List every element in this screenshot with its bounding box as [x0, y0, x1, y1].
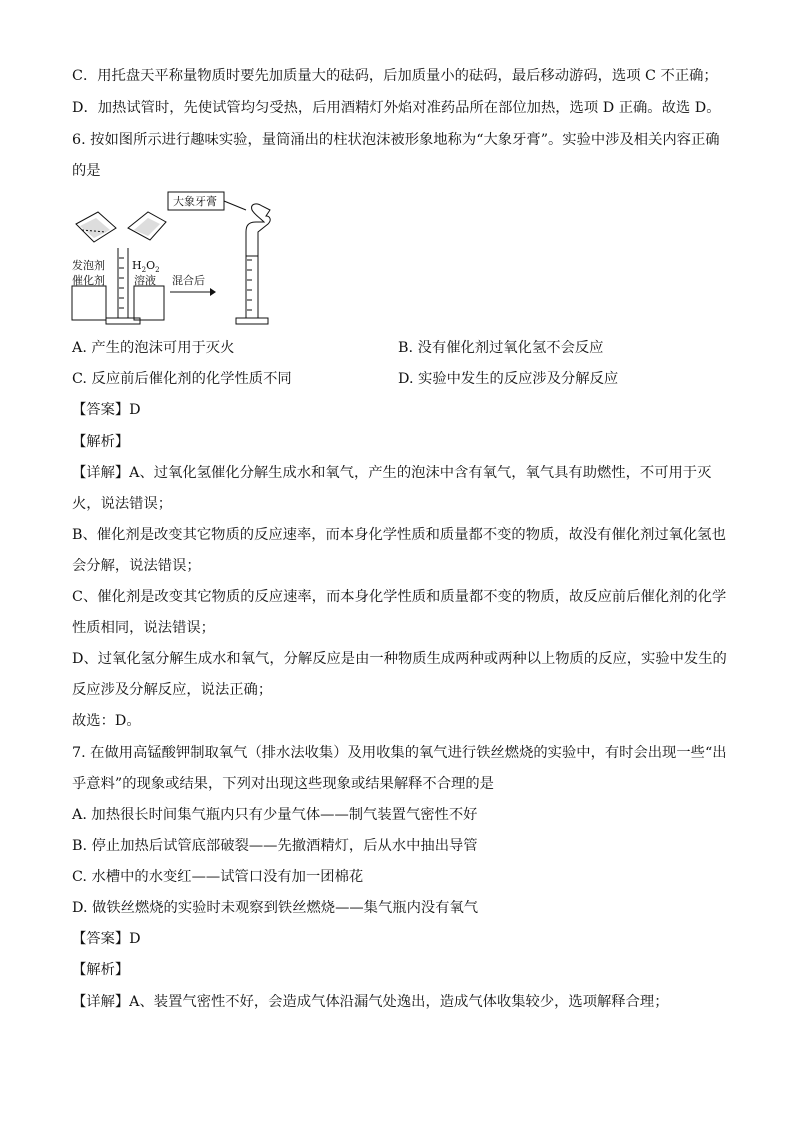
q6-detail-line: 火，说法错误； — [72, 496, 173, 512]
q6-detail-line: 【详解】A、过氧化氢催化分解生成水和氧气，产生的泡沫中含有氧气，氧气具有助燃性，不可用于灭 — [72, 465, 712, 481]
q6-analysis-title: 【解析】 — [72, 434, 130, 450]
label-solution: 溶液 — [134, 274, 156, 287]
q6-option-c: C. 反应前后催化剂的化学性质不同 — [72, 371, 292, 387]
label-toothpaste: 大象牙膏 — [173, 195, 217, 208]
text-line: D．加热试管时，先使试管均匀受热，后用酒精灯外焰对准药品所在部位加热，选项 D 正确。故选 D。 — [72, 100, 721, 116]
mix-arrow — [170, 288, 216, 296]
label-h2o2: $H_2O_2$ — [132, 259, 160, 274]
q7-option-c: C. 水槽中的水变红——试管口没有加一团棉花 — [72, 869, 364, 885]
q6-detail-line: D、过氧化氢分解生成水和氧气，分解反应是由一种物质生成两种或两种以上物质的反应，实验中发生的 — [72, 651, 727, 667]
text-line: C．用托盘天平称量物质时要先加质量大的砝码，后加质量小的砝码，最后移动游码，选项 C 不正确； — [72, 68, 718, 84]
q7-option-d: D. 做铁丝燃烧的实验时未观察到铁丝燃烧——集气瓶内没有氧气 — [72, 900, 479, 916]
label-mix: 混合后 — [172, 274, 205, 287]
q6-option-a: A. 产生的泡沫可用于灭火 — [72, 340, 235, 356]
q7-answer: 【答案】D — [72, 931, 141, 947]
q6-detail-line: 性质相同，说法错误； — [72, 620, 215, 636]
q6-answer: 【答案】D — [72, 402, 141, 418]
q7-detail-line: 【详解】A、装置气密性不好，会造成气体沿漏气处逸出，造成气体收集较少，选项解释合理； — [72, 994, 669, 1010]
q6-detail-line: 会分解，说法错误； — [72, 558, 201, 574]
beaker-h2o2 — [128, 212, 166, 240]
label-catalyst: 催化剂 — [72, 274, 105, 287]
experiment-figure — [70, 188, 290, 328]
graduated-cylinder-after — [236, 248, 268, 324]
question-6-stem: 6. 按如图所示进行趣味实验，量筒涌出的柱状泡沫被形象地称为“大象牙膏”。实验中涉及相关内容正确 — [72, 132, 720, 148]
q6-detail-line: 反应涉及分解反应，说法正确； — [72, 682, 273, 698]
q7-option-a: A. 加热很长时间集气瓶内只有少量气体——制气装置气密性不好 — [72, 807, 478, 823]
q6-detail-line: C、催化剂是改变其它物质的反应速率，而本身化学性质和质量都不变的物质，故反应前后催化剂的化学 — [72, 589, 727, 605]
question-7-stem: 7. 在做用高锰酸钾制取氧气（排水法收集）及用收集的氧气进行铁丝燃烧的实验中，有时会出现一些“出 — [72, 745, 727, 761]
beaker-foaming-agent — [76, 212, 116, 242]
q6-detail-line: B、催化剂是改变其它物质的反应速率，而本身化学性质和质量都不变的物质，故没有催化剂过氧化氢也 — [72, 527, 726, 543]
q7-analysis-title: 【解析】 — [72, 962, 130, 978]
question-7-stem-cont: 乎意料”的现象或结果，下列对出现这些现象或结果解释不合理的是 — [72, 776, 494, 792]
q6-detail-line: 故选：D。 — [72, 713, 141, 729]
question-6-stem-cont: 的是 — [72, 163, 101, 179]
q6-option-b: B. 没有催化剂过氧化氢不会反应 — [398, 340, 604, 356]
q7-option-b: B. 停止加热后试管底部破裂——先撤酒精灯，后从水中抽出导管 — [72, 838, 478, 854]
label-foam: 发泡剂 — [72, 259, 105, 272]
q6-option-d: D. 实验中发生的反应涉及分解反应 — [398, 371, 619, 387]
